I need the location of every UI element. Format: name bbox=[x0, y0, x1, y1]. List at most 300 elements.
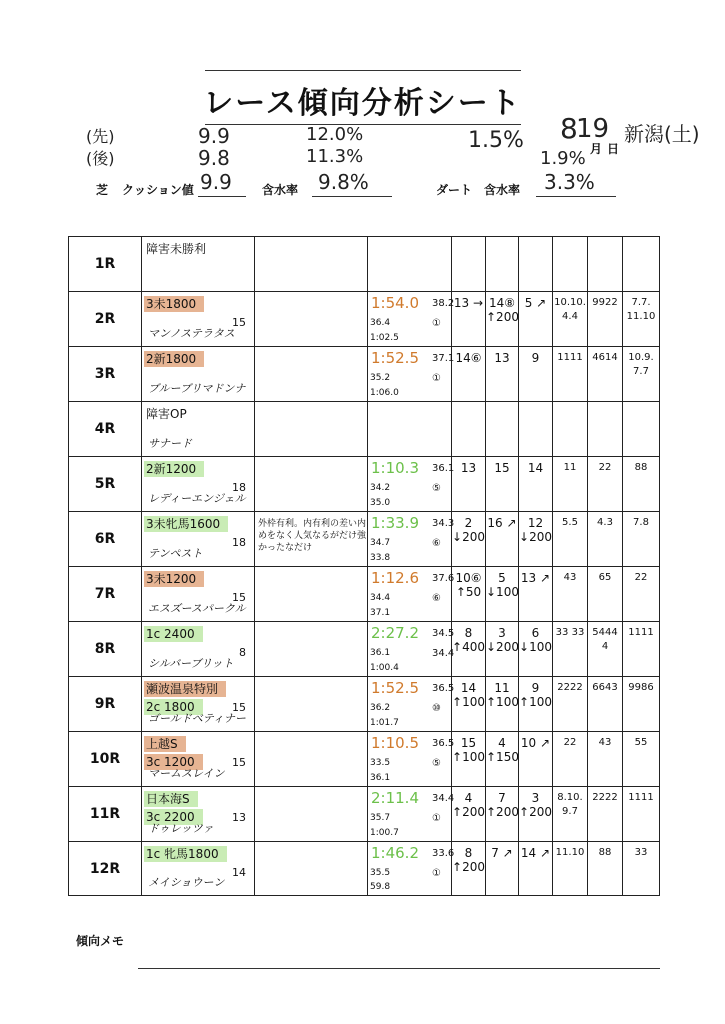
corner-2nd-cell[interactable] bbox=[588, 842, 623, 896]
time-cell[interactable] bbox=[368, 402, 452, 457]
pos-3rd: 6 ↓100 bbox=[519, 626, 552, 654]
pos-1st: 4 ↑200 bbox=[452, 791, 485, 819]
venue: 新潟(土) bbox=[624, 122, 700, 146]
pos-2nd-cell[interactable] bbox=[486, 402, 519, 457]
corner-2nd-cell[interactable] bbox=[588, 347, 623, 402]
time-cell[interactable] bbox=[368, 512, 455, 567]
corner-1st: 22 bbox=[563, 737, 577, 748]
note-cell[interactable] bbox=[255, 567, 368, 622]
corner-3rd-cell[interactable] bbox=[623, 567, 660, 622]
winner-name: シルバーブリット bbox=[148, 657, 234, 670]
cushion-label: クッション値 bbox=[122, 183, 194, 197]
corner-3rd: 1111 bbox=[628, 792, 654, 803]
corner-1st: 1111 bbox=[557, 352, 583, 363]
pos-2nd: 7 ↗ bbox=[491, 846, 513, 860]
race-class: 上越S bbox=[144, 736, 186, 752]
corner-3rd-cell[interactable] bbox=[623, 347, 660, 402]
pos-1st-cell[interactable] bbox=[452, 237, 486, 292]
note-cell[interactable] bbox=[255, 787, 368, 842]
winner-name: マームスレイン bbox=[148, 767, 225, 780]
corner-1st-cell[interactable] bbox=[553, 842, 588, 896]
corner-3rd-cell[interactable] bbox=[623, 512, 660, 567]
pos-1st-cell[interactable] bbox=[452, 347, 486, 402]
pos-3rd-cell[interactable] bbox=[519, 842, 553, 896]
winner-name: メイショウーン bbox=[148, 876, 225, 889]
pos-3rd-cell[interactable] bbox=[519, 732, 553, 787]
corner-3rd-cell[interactable] bbox=[623, 402, 660, 457]
turf-moisture-value: 9.8% bbox=[318, 170, 369, 194]
pos-1st-cell[interactable] bbox=[452, 567, 486, 622]
corner-3rd-cell[interactable] bbox=[623, 622, 660, 677]
post-cushion: 9.8 bbox=[198, 146, 230, 170]
corner-2nd-cell[interactable] bbox=[588, 237, 623, 292]
pos-3rd-cell[interactable] bbox=[519, 292, 553, 347]
pace-mark: ⑥ bbox=[432, 538, 441, 549]
pos-2nd: 4 ↑150 bbox=[486, 736, 519, 764]
last-3f: 37.1 bbox=[432, 353, 455, 364]
corner-2nd: 43 bbox=[598, 737, 612, 748]
pace-mark: ① bbox=[432, 868, 441, 879]
winner-name: ブルーブリマドンナ bbox=[148, 382, 246, 395]
corner-2nd: 2222 bbox=[592, 792, 618, 803]
corner-1st: 11 bbox=[563, 462, 577, 473]
pos-2nd: 15 bbox=[494, 461, 510, 475]
corner-3rd: 7.8 bbox=[633, 517, 649, 528]
first-1000m: 1:00.4 bbox=[370, 663, 399, 673]
note-cell[interactable] bbox=[255, 402, 368, 457]
runner-count: 18 bbox=[232, 481, 246, 494]
dirt-moisture-label: 含水率 bbox=[484, 183, 521, 197]
corner-3rd-cell[interactable] bbox=[623, 237, 660, 292]
pos-2nd-cell[interactable] bbox=[486, 732, 519, 787]
pos-2nd: 11 ↑100 bbox=[486, 681, 519, 709]
first-3f: 36.2 bbox=[370, 703, 391, 713]
corner-2nd-cell[interactable] bbox=[588, 677, 623, 732]
corner-1st-cell[interactable] bbox=[553, 402, 588, 457]
first-3f: 35.2 bbox=[370, 373, 391, 383]
race-class-cell[interactable] bbox=[142, 512, 255, 567]
race-number: 8R bbox=[94, 641, 116, 657]
race-number-cell bbox=[69, 787, 142, 842]
race-class: 1c 牝馬1800 bbox=[144, 846, 227, 862]
race-row bbox=[69, 567, 660, 622]
day-label: 日 bbox=[607, 142, 620, 156]
winner-name: エスズースパークル bbox=[148, 602, 246, 615]
race-time: 1:33.9 bbox=[371, 514, 419, 532]
corner-3rd-cell[interactable] bbox=[623, 677, 660, 732]
race-class-cell[interactable] bbox=[142, 237, 255, 292]
race-number-cell bbox=[69, 237, 142, 292]
pos-2nd-cell[interactable] bbox=[486, 457, 519, 512]
pos-1st-cell[interactable] bbox=[452, 292, 486, 347]
last-3f: 34.4 bbox=[432, 793, 455, 804]
first-1000m: 1:00.7 bbox=[370, 828, 399, 838]
race-class-sub: 3c 2200 bbox=[144, 809, 203, 825]
note-cell[interactable] bbox=[255, 677, 368, 732]
first-3f: 36.4 bbox=[370, 318, 391, 328]
corner-2nd: 9922 bbox=[592, 297, 618, 308]
pos-1st: 13 bbox=[460, 461, 477, 475]
last-3f: 38.2 bbox=[432, 298, 455, 309]
pos-1st-cell[interactable] bbox=[452, 732, 486, 787]
race-number-cell bbox=[69, 677, 142, 732]
pos-2nd-cell[interactable] bbox=[486, 622, 519, 677]
runner-count: 15 bbox=[232, 316, 246, 329]
winner-name: マンノステラタス bbox=[148, 327, 235, 340]
corner-1st: 33 33 bbox=[555, 627, 585, 638]
first-1000m: 1:06.0 bbox=[370, 388, 399, 398]
race-time: 1:46.2 bbox=[371, 844, 419, 862]
pace-mark: 34.4 bbox=[432, 648, 455, 659]
title-top-rule bbox=[205, 70, 521, 71]
pos-1st: 10⑥ ↑50 bbox=[455, 571, 482, 599]
race-class-cell[interactable] bbox=[142, 787, 255, 842]
race-time: 2:27.2 bbox=[371, 624, 419, 642]
first-1000m: 36.1 bbox=[370, 773, 391, 783]
race-number: 12R bbox=[89, 860, 121, 877]
pos-2nd-cell[interactable] bbox=[486, 347, 519, 402]
first-1000m: 59.8 bbox=[370, 882, 391, 892]
race-row bbox=[69, 237, 660, 292]
race-class-sub: 3c 1200 bbox=[144, 754, 203, 770]
race-table bbox=[68, 236, 660, 896]
corner-1st: 8.10. 9.7 bbox=[557, 792, 583, 817]
race-row bbox=[69, 457, 660, 512]
corner-1st-cell[interactable] bbox=[553, 237, 588, 292]
corner-1st-cell[interactable] bbox=[553, 622, 588, 677]
last-3f: 37.6 bbox=[432, 573, 455, 584]
corner-3rd: 88 bbox=[634, 462, 648, 473]
first-1000m: 37.1 bbox=[370, 608, 391, 618]
pace-mark: ⑤ bbox=[432, 758, 441, 769]
corner-1st-cell[interactable] bbox=[553, 732, 588, 787]
race-number: 6R bbox=[94, 531, 116, 547]
pre-label: (先) bbox=[86, 127, 115, 146]
corner-1st-cell[interactable] bbox=[553, 787, 588, 842]
pre-turf-moisture: 12.0% bbox=[306, 124, 364, 145]
pos-2nd-cell[interactable] bbox=[486, 237, 519, 292]
pos-3rd: 3 ↑200 bbox=[519, 791, 552, 819]
race-number-cell bbox=[69, 622, 142, 677]
race-time: 1:52.5 bbox=[371, 349, 419, 367]
race-time: 1:52.5 bbox=[371, 679, 419, 697]
race-class-cell[interactable] bbox=[142, 622, 255, 677]
month-value: 8 bbox=[560, 112, 578, 145]
corner-2nd-cell[interactable] bbox=[588, 732, 623, 787]
winner-name: テンペスト bbox=[148, 547, 203, 560]
pos-1st: 8 ↑200 bbox=[452, 846, 485, 874]
cushion-underline bbox=[198, 196, 246, 197]
last-3f: 34.3 bbox=[432, 518, 455, 529]
corner-1st: 43 bbox=[563, 572, 577, 583]
last-3f: 36.1 bbox=[432, 463, 455, 474]
corner-2nd-cell[interactable] bbox=[588, 787, 623, 842]
note-cell[interactable] bbox=[255, 842, 368, 896]
page-title: レース傾向分析シート bbox=[203, 86, 522, 121]
note-cell[interactable] bbox=[255, 457, 368, 512]
corner-1st-cell[interactable] bbox=[553, 567, 588, 622]
race-row bbox=[69, 842, 660, 896]
race-class: 日本海S bbox=[144, 791, 198, 807]
pos-3rd: 9 ↑100 bbox=[519, 681, 552, 709]
runner-count: 14 bbox=[232, 866, 246, 879]
pos-2nd: 16 ↗ bbox=[487, 516, 517, 530]
pos-1st-cell[interactable] bbox=[452, 402, 486, 457]
pos-1st-cell[interactable] bbox=[452, 842, 486, 896]
race-class-cell[interactable] bbox=[142, 457, 255, 512]
runner-count: 18 bbox=[232, 536, 246, 549]
winner-name: レディーエンジェル bbox=[148, 492, 246, 505]
first-3f: 35.5 bbox=[370, 868, 391, 878]
corner-3rd-cell[interactable] bbox=[623, 292, 660, 347]
corner-2nd: 4.3 bbox=[597, 517, 613, 528]
first-3f: 33.5 bbox=[370, 758, 391, 768]
race-row bbox=[69, 292, 660, 347]
pos-2nd-cell[interactable] bbox=[486, 787, 519, 842]
race-number: 7R bbox=[94, 586, 116, 602]
pos-2nd: 14⑧ ↑200 bbox=[486, 296, 519, 324]
pos-3rd-cell[interactable] bbox=[519, 402, 553, 457]
pos-3rd: 12 ↓200 bbox=[519, 516, 552, 544]
pos-3rd-cell[interactable] bbox=[519, 622, 553, 677]
pos-1st-cell[interactable] bbox=[452, 622, 486, 677]
pos-3rd-cell[interactable] bbox=[519, 237, 553, 292]
race-class-cell[interactable] bbox=[142, 402, 255, 457]
pace-mark: ① bbox=[432, 318, 441, 329]
race-class-cell[interactable] bbox=[142, 292, 255, 347]
corner-2nd-cell[interactable] bbox=[588, 292, 623, 347]
pos-2nd-cell[interactable] bbox=[486, 292, 519, 347]
pre-dirt-moisture: 1.5% bbox=[468, 128, 524, 153]
note-cell[interactable] bbox=[255, 347, 368, 402]
race-class-cell[interactable] bbox=[142, 567, 255, 622]
pos-3rd-cell[interactable] bbox=[519, 347, 553, 402]
race-class: 3未1800 bbox=[144, 296, 204, 312]
pace-mark: ⑩ bbox=[432, 703, 441, 714]
race-class: 瀬波温泉特別 bbox=[144, 681, 226, 697]
race-number: 1R bbox=[94, 256, 116, 272]
race-time: 1:10.3 bbox=[371, 459, 419, 477]
pos-3rd-cell[interactable] bbox=[519, 512, 553, 567]
note-cell[interactable] bbox=[255, 732, 368, 787]
pos-3rd: 10 ↗ bbox=[520, 736, 551, 750]
corner-1st-cell[interactable] bbox=[553, 677, 588, 732]
last-3f: 34.5 bbox=[432, 628, 455, 639]
first-1000m: 1:01.7 bbox=[370, 718, 399, 728]
runner-count: 8 bbox=[239, 646, 246, 659]
first-3f: 36.1 bbox=[370, 648, 391, 658]
pos-1st: 8 ↑400 bbox=[452, 626, 485, 654]
race-row bbox=[69, 622, 660, 677]
corner-3rd: 1111 bbox=[628, 627, 654, 638]
pos-3rd-cell[interactable] bbox=[519, 457, 553, 512]
corner-1st-cell[interactable] bbox=[553, 457, 588, 512]
pos-1st-cell[interactable] bbox=[452, 677, 486, 732]
race-class-cell[interactable] bbox=[142, 677, 255, 732]
pace-mark: ① bbox=[432, 373, 441, 384]
time-cell[interactable] bbox=[368, 842, 455, 896]
race-class: 3未牝馬1600 bbox=[144, 516, 228, 532]
pos-3rd: 13 ↗ bbox=[520, 571, 551, 585]
pos-3rd: 5 ↗ bbox=[524, 296, 547, 310]
pos-2nd: 5 ↓100 bbox=[486, 571, 519, 599]
runner-count: 15 bbox=[232, 756, 246, 769]
cushion-value: 9.9 bbox=[200, 170, 232, 194]
race-class: 2新1200 bbox=[144, 461, 204, 477]
time-cell[interactable] bbox=[368, 732, 455, 787]
pos-2nd: 7 ↑200 bbox=[486, 791, 519, 819]
race-number: 5R bbox=[94, 476, 116, 492]
pos-3rd: 14 ↗ bbox=[520, 846, 551, 860]
race-number-cell bbox=[69, 292, 142, 347]
runner-count: 15 bbox=[232, 591, 246, 604]
pos-3rd-cell[interactable] bbox=[519, 677, 553, 732]
race-row bbox=[69, 512, 660, 567]
race-class: 障害未勝利 bbox=[146, 242, 207, 256]
race-class-cell[interactable] bbox=[142, 842, 255, 896]
pos-3rd: 9 bbox=[531, 351, 540, 365]
corner-3rd-cell[interactable] bbox=[623, 732, 660, 787]
race-class: 1c 2400 bbox=[144, 626, 203, 642]
race-class-cell[interactable] bbox=[142, 347, 255, 402]
corner-3rd-cell[interactable] bbox=[623, 842, 660, 896]
pos-1st-cell[interactable] bbox=[452, 457, 486, 512]
race-number-cell bbox=[69, 402, 142, 457]
race-note: 外枠有利。内有利の差い内めをなく人気なるがだけ強かったなだけ bbox=[258, 519, 367, 553]
corner-3rd-cell[interactable] bbox=[623, 787, 660, 842]
first-3f: 34.2 bbox=[370, 483, 391, 493]
corner-3rd-cell[interactable] bbox=[623, 457, 660, 512]
note-cell[interactable] bbox=[255, 292, 368, 347]
race-time: 1:10.5 bbox=[371, 734, 419, 752]
race-number: 2R bbox=[94, 311, 116, 327]
race-number: 4R bbox=[94, 421, 116, 437]
turf-moisture-underline bbox=[312, 196, 392, 197]
memo-label: 傾向メモ bbox=[76, 934, 125, 948]
note-cell[interactable] bbox=[255, 512, 368, 567]
race-row bbox=[69, 677, 660, 732]
pos-1st: 15 ↑100 bbox=[452, 736, 485, 764]
time-cell[interactable] bbox=[368, 622, 455, 677]
first-1000m: 1:02.5 bbox=[370, 333, 399, 343]
race-number: 3R bbox=[94, 366, 116, 382]
time-cell[interactable] bbox=[368, 457, 455, 512]
corner-2nd: 22 bbox=[598, 462, 612, 473]
corner-1st-cell[interactable] bbox=[553, 292, 588, 347]
winner-name: サナード bbox=[148, 437, 192, 450]
last-3f: 36.5 bbox=[432, 683, 455, 694]
pos-1st-cell[interactable] bbox=[452, 512, 486, 567]
corner-2nd: 4614 bbox=[592, 352, 618, 363]
race-number: 9R bbox=[94, 696, 116, 712]
race-number-cell bbox=[69, 842, 142, 896]
corner-3rd: 7.7. 11.10 bbox=[626, 297, 656, 322]
turf-label: 芝 bbox=[96, 183, 109, 197]
last-3f: 36.5 bbox=[432, 738, 455, 749]
corner-2nd-cell[interactable] bbox=[588, 622, 623, 677]
time-cell[interactable] bbox=[368, 787, 455, 842]
race-number-cell bbox=[69, 567, 142, 622]
last-3f: 33.6 bbox=[432, 848, 455, 859]
race-number-cell bbox=[69, 512, 142, 567]
pos-1st: 14⑥ bbox=[455, 351, 482, 365]
note-cell[interactable] bbox=[255, 237, 368, 292]
corner-2nd: 5444 4 bbox=[592, 627, 618, 652]
pos-1st: 2 ↓200 bbox=[452, 516, 485, 544]
note-cell[interactable] bbox=[255, 622, 368, 677]
corner-1st-cell[interactable] bbox=[553, 512, 588, 567]
dirt-label: ダート bbox=[436, 183, 473, 197]
pace-mark: ⑤ bbox=[432, 483, 441, 494]
corner-2nd-cell[interactable] bbox=[588, 567, 623, 622]
race-time: 2:11.4 bbox=[371, 789, 419, 807]
corner-2nd-cell[interactable] bbox=[588, 402, 623, 457]
race-class: 障害OP bbox=[146, 407, 187, 421]
time-cell[interactable] bbox=[368, 677, 455, 732]
corner-1st: 2222 bbox=[557, 682, 583, 693]
runner-count: 13 bbox=[232, 811, 246, 824]
pos-3rd-cell[interactable] bbox=[519, 787, 553, 842]
first-1000m: 35.0 bbox=[370, 498, 391, 508]
pos-1st: 13 → bbox=[453, 296, 484, 310]
pos-2nd-cell[interactable] bbox=[486, 677, 519, 732]
pos-2nd: 3 ↓200 bbox=[486, 626, 519, 654]
race-row bbox=[69, 402, 660, 457]
time-cell[interactable] bbox=[368, 292, 455, 347]
memo-line[interactable] bbox=[138, 968, 660, 969]
pos-2nd-cell[interactable] bbox=[486, 567, 519, 622]
pos-3rd-cell[interactable] bbox=[519, 567, 553, 622]
first-3f: 34.7 bbox=[370, 538, 391, 548]
corner-1st: 10.10. 4.4 bbox=[554, 297, 586, 322]
race-row bbox=[69, 347, 660, 402]
race-class-cell[interactable] bbox=[142, 732, 255, 787]
time-cell[interactable] bbox=[368, 567, 455, 622]
post-turf-moisture: 11.3% bbox=[306, 146, 364, 167]
corner-2nd-cell[interactable] bbox=[588, 512, 623, 567]
race-class: 2新1800 bbox=[144, 351, 204, 367]
pos-2nd-cell[interactable] bbox=[486, 842, 519, 896]
runner-count: 15 bbox=[232, 701, 246, 714]
time-cell[interactable] bbox=[368, 237, 452, 292]
time-cell[interactable] bbox=[368, 347, 455, 402]
corner-1st: 11.10 bbox=[555, 847, 585, 858]
corner-3rd: 33 bbox=[634, 847, 648, 858]
corner-3rd: 22 bbox=[634, 572, 648, 583]
first-3f: 34.4 bbox=[370, 593, 391, 603]
corner-1st: 5.5 bbox=[562, 517, 578, 528]
turf-moisture-label: 含水率 bbox=[262, 183, 299, 197]
month-label: 月 bbox=[590, 142, 603, 156]
race-number: 11R bbox=[89, 806, 121, 822]
pos-1st-cell[interactable] bbox=[452, 787, 486, 842]
race-number-cell bbox=[69, 457, 142, 512]
winner-name: ドゥレッツァ bbox=[148, 822, 214, 835]
race-number: 10R bbox=[89, 751, 121, 767]
race-time: 1:12.6 bbox=[371, 569, 419, 587]
post-label: (後) bbox=[86, 149, 115, 168]
corner-2nd: 88 bbox=[598, 847, 612, 858]
post-dirt-moisture: 1.9% bbox=[540, 148, 586, 169]
first-3f: 35.7 bbox=[370, 813, 391, 823]
corner-1st-cell[interactable] bbox=[553, 347, 588, 402]
corner-3rd: 55 bbox=[634, 737, 648, 748]
pos-2nd: 13 bbox=[494, 351, 510, 365]
corner-2nd-cell[interactable] bbox=[588, 457, 623, 512]
pos-2nd-cell[interactable] bbox=[486, 512, 519, 567]
first-1000m: 33.8 bbox=[370, 553, 391, 563]
pos-3rd: 14 bbox=[527, 461, 544, 475]
